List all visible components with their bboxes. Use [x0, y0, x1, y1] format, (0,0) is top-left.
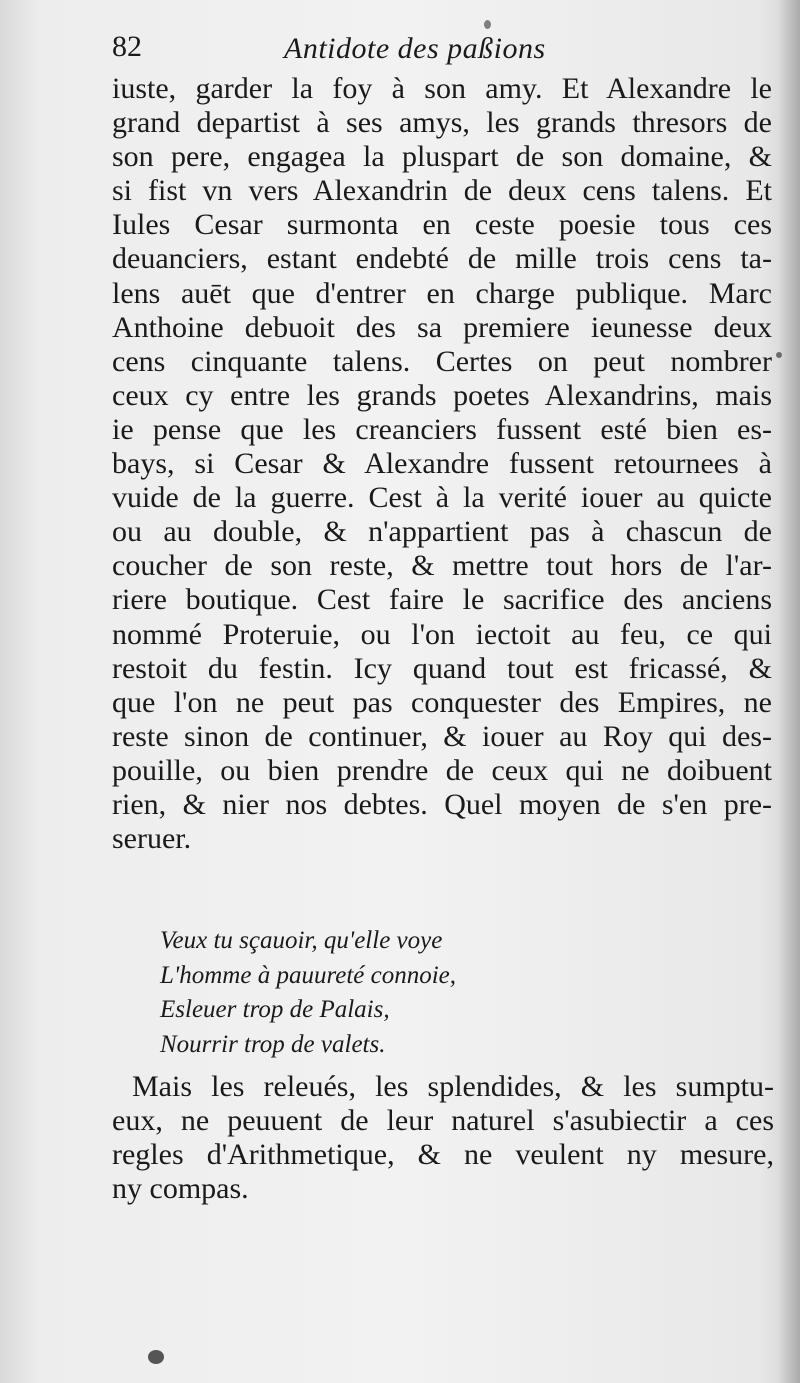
closing-paragraph	[112, 1070, 774, 1206]
text-line: regles d'Arithmetique, & ne veulent ny mesure,	[112, 1138, 774, 1172]
text-line: seruer.	[112, 822, 192, 856]
text-line: coucher de son reste, & mettre tout hors de l'ar-	[112, 549, 772, 583]
verse-quotation	[160, 924, 600, 1062]
text-line: ou au double, & n'appartient pas à chascun de	[112, 515, 772, 549]
text-line: son pere, engagea la pluspart de son domaine, &	[112, 140, 772, 174]
page-header	[112, 28, 762, 72]
verse-line: Veux tu sçauoir, qu'elle voye	[160, 927, 443, 954]
running-title: Antidote des paßions	[284, 32, 546, 65]
text-line: ny compas.	[112, 1172, 249, 1206]
ink-speck	[148, 1350, 164, 1364]
text-line: lens auēt que d'entrer en charge publique. Marc	[112, 276, 772, 310]
verse-line: L'homme à pauureté connoie,	[160, 961, 457, 989]
text-line: deuanciers, estant endebté de mille trois cens ta-	[112, 242, 772, 276]
text-line: ceux cy entre les grands poetes Alexandrins, mais	[112, 378, 772, 412]
text-line: rien, & nier nos debtes. Quel moyen de s'en pre-	[112, 787, 772, 821]
text-line: cens cinquante talens. Certes on peut nombrer	[112, 344, 772, 378]
text-line: pouille, ou bien prendre de ceux qui ne doibuent	[112, 753, 772, 787]
ink-speck	[776, 352, 782, 358]
text-line: si fist vn vers Alexandrin de deux cens talens. Et	[112, 174, 772, 208]
text-line: restoit du festin. Icy quand tout est fricassé, &	[112, 651, 772, 685]
text-line: grand departist à ses amys, les grands thresors de	[112, 106, 772, 140]
text-line: riere boutique. Cest faire le sacrifice des anciens	[112, 583, 772, 617]
text-line: reste sinon de continuer, & iouer au Roy qui des-	[112, 719, 772, 753]
text-line: ie pense que les creanciers fussent esté bien es-	[112, 412, 772, 446]
text-line: nommé Proteruie, ou l'on iectoit au feu, ce qui	[112, 617, 772, 651]
ink-speck	[484, 20, 491, 29]
text-line: iuste, garder la foy à son amy. Et Alexandre le	[112, 72, 772, 105]
text-line: Mais les releués, les splendides, & les sumptu-	[132, 1070, 774, 1103]
page-number: 82	[112, 30, 142, 63]
text-line: Anthoine debuoit des sa premiere ieunesse deux	[112, 310, 772, 344]
text-line: eux, ne peuuent de leur naturel s'asubiectir a ces	[112, 1104, 774, 1138]
text-line: que l'on ne peut pas conquester des Empires, ne	[112, 685, 772, 719]
text-line: Iules Cesar surmonta en ceste poesie tous ces	[112, 208, 772, 242]
text-line: vuide de la guerre. Cest à la verité iouer au quicte	[112, 481, 772, 515]
text-line: bays, si Cesar & Alexandre fussent retournees à	[112, 447, 772, 481]
page-edge-shadow	[778, 0, 800, 1383]
body-paragraph	[112, 72, 772, 856]
verse-line: Esleuer trop de Palais,	[160, 996, 390, 1023]
verse-line: Nourrir trop de valets.	[160, 1030, 386, 1058]
